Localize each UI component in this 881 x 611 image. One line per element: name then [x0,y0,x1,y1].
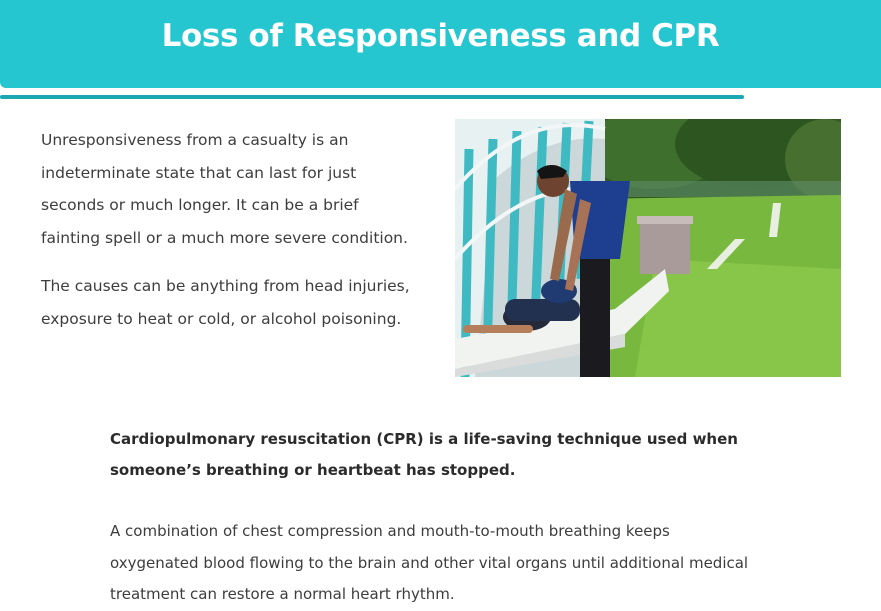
cpr-definition: Cardiopulmonary resuscitation (CPR) is a life-saving technique used when someone’s breathing or heartbeat has stopped. [110,430,738,479]
intro-text [41,124,421,351]
header-divider [0,95,744,99]
intro-paragraph: The causes can be anything from head injuries, exposure to heat or cold, or alcohol poisoning. [41,277,410,328]
cpr-explanation: A combination of chest compression and mouth-to-mouth breathing keeps oxygenated blood flowing to the brain and other vital organs until additional medical treatment can restore a normal heart rhythm. [110,522,749,603]
page-title: Loss of Responsiveness and CPR [161,18,720,54]
intro-paragraph: Unresponsiveness from a casualty is an indeterminate state that can last for just seconds or much longer. It can be a brief fainting spell or a much more severe condition. [41,131,408,247]
cpr-photo [455,119,841,377]
page-header [0,0,881,88]
